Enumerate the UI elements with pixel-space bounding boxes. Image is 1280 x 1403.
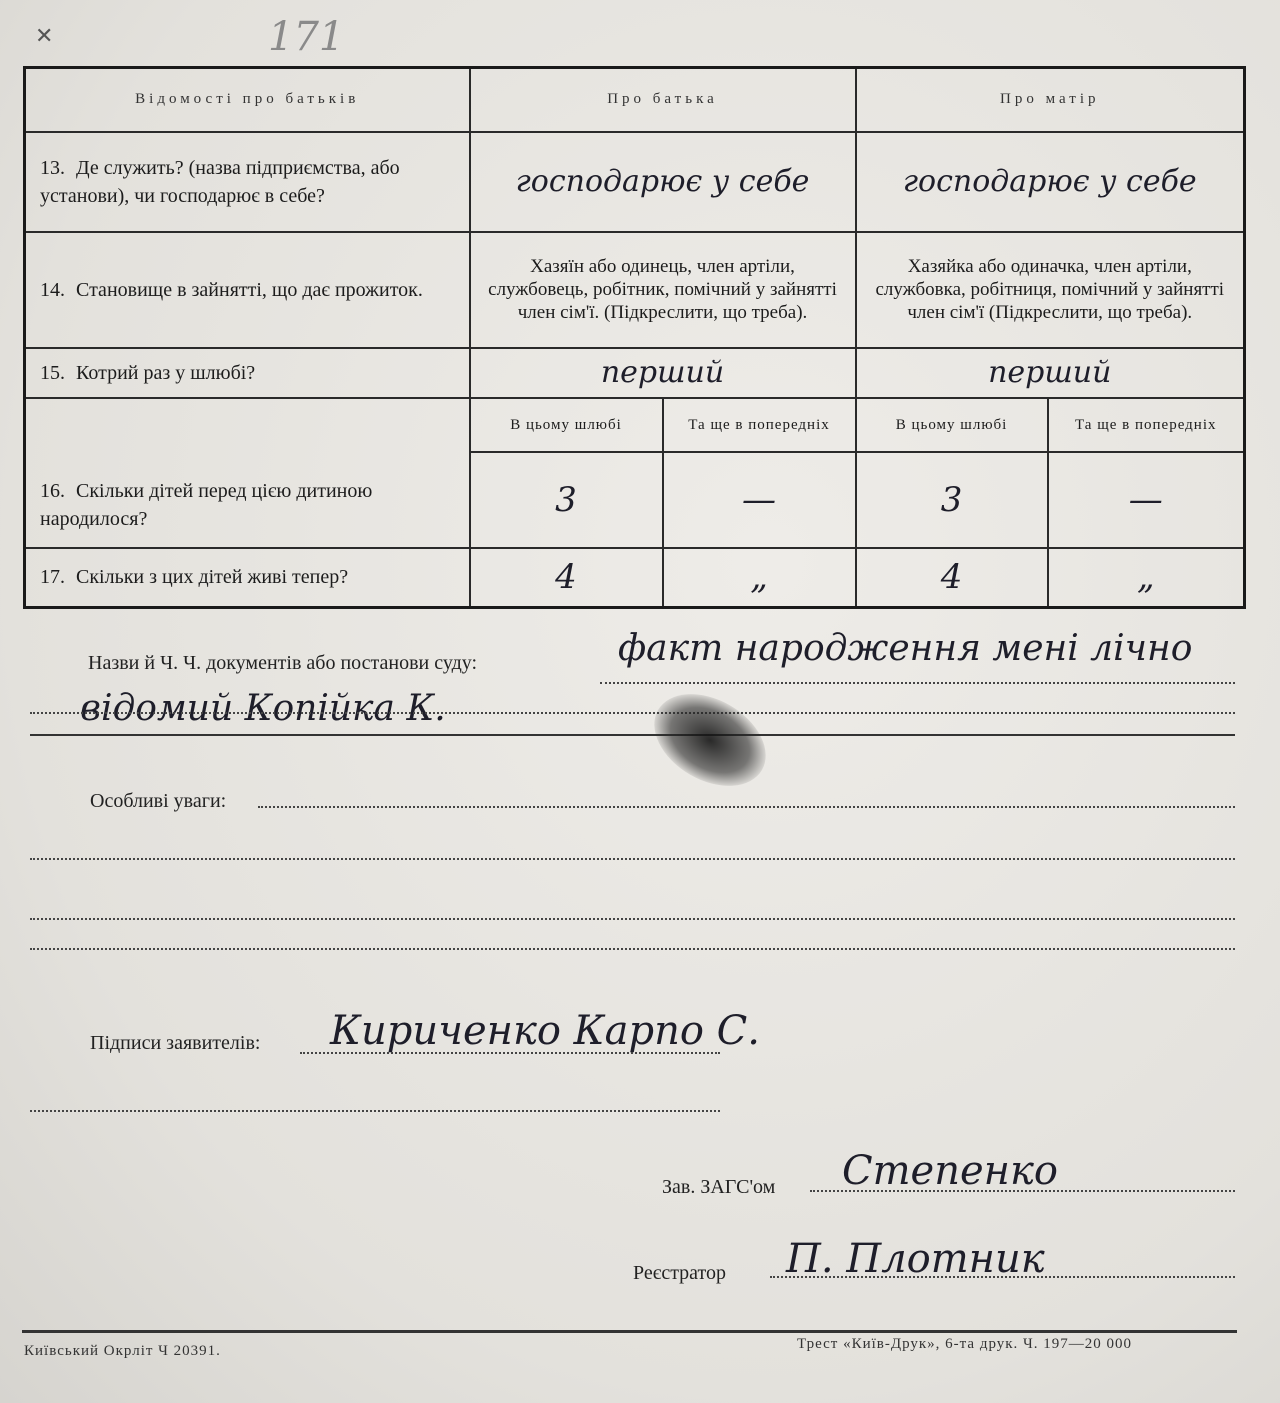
table-row-q17 [25, 548, 1245, 608]
mother-children-born-this: 3 [856, 452, 1048, 548]
documents-line2 [30, 712, 1235, 714]
documents-label: Назви й Ч. Ч. документів або постанови суду: [88, 652, 478, 674]
applicants-line1 [300, 1052, 720, 1054]
father-children-born-prev: — [663, 452, 856, 548]
documents-line1 [600, 682, 1235, 684]
question-number: 15. [40, 361, 65, 384]
question-text: Котрий раз у шлюбі? [76, 361, 256, 384]
question-text: Скільки з цих дітей живі тепер? [76, 566, 349, 589]
documents-value-line2: відомий Копійка К. [80, 688, 446, 729]
footer-right: Трест «Київ-Друк», 6-та друк. Ч. 197—20 000 [797, 1336, 1133, 1352]
father-workplace: господарює у себе [470, 132, 856, 232]
table-row-q14 [25, 232, 1245, 348]
mother-children-alive-this: 4 [856, 548, 1048, 608]
zags-head-signature: Степенко [842, 1148, 1058, 1194]
question-number: 13. [40, 156, 65, 179]
table-header-row [25, 68, 1245, 132]
remarks-line2 [30, 858, 1235, 860]
remarks-line4 [30, 948, 1235, 950]
question-number: 17. [40, 566, 65, 589]
father-children-born-this: 3 [470, 452, 663, 548]
header-parents-info: Відомості про батьків [25, 68, 470, 132]
question-text: Становище в зайнятті, що дає прожиток. [76, 278, 423, 301]
zags-head-label: Зав. ЗАГС'ом [662, 1176, 776, 1198]
header-father: Про батька [470, 68, 856, 132]
father-occupation-options: Хазяїн або одинець, член артіли, службовець, робітник, помічний у зайнятті член сім'ї. (Підкреслити, що треба). [470, 232, 856, 348]
subheader-father-prev: Та ще в попередніх [663, 398, 856, 452]
mother-children-born-prev: — [1048, 452, 1245, 548]
table-subheader-row [25, 398, 1245, 452]
table-row-q13 [25, 132, 1245, 232]
father-children-alive-this: 4 [470, 548, 663, 608]
applicants-line2 [30, 1110, 720, 1112]
question-number: 16. [40, 479, 65, 502]
footer-left: Київський Окрліт Ч 20391. [24, 1343, 221, 1359]
mother-occupation-options: Хазяйка або одиначка, член артіли, службовка, робітниця, помічний у зайнятті член сім'ї (Підкреслити, що треба). [856, 232, 1245, 348]
question-text: Де служить? (назва підприємства, або установи), чи господарює в себе? [40, 156, 400, 207]
mother-workplace: господарює у себе [856, 132, 1245, 232]
registrar-label: Реєстратор [633, 1262, 727, 1284]
parents-info-table [23, 66, 1246, 609]
father-children-alive-prev: „ [663, 548, 856, 608]
ink-blot [638, 675, 782, 804]
remarks-label: Особливі уваги: [90, 790, 227, 812]
mother-marriage-count: перший [856, 348, 1245, 398]
header-mother: Про матір [856, 68, 1245, 132]
table-row-q15 [25, 348, 1245, 398]
documents-value-line1: факт народження мені лічно [618, 628, 1193, 669]
registrar-signature: П. Плотник [786, 1236, 1045, 1282]
mother-children-alive-prev: „ [1048, 548, 1245, 608]
question-number: 14. [40, 278, 65, 301]
archive-mark: ✕ [35, 24, 54, 49]
remarks-line1 [258, 806, 1235, 808]
remarks-line3 [30, 918, 1235, 920]
applicants-label: Підписи заявителів: [90, 1032, 261, 1054]
footer-rule [22, 1330, 1237, 1333]
question-text: Скільки дітей перед цією дитиною народилося? [40, 479, 373, 530]
father-marriage-count: перший [470, 348, 856, 398]
documents-line3 [30, 734, 1235, 736]
subheader-mother-this: В цьому шлюбі [856, 398, 1048, 452]
registrar-line [770, 1276, 1235, 1278]
archive-number: 171 [268, 14, 345, 60]
subheader-mother-prev: Та ще в попередніх [1048, 398, 1245, 452]
applicants-signature: Кириченко Карпо С. [330, 1008, 760, 1054]
zags-head-line [810, 1190, 1235, 1192]
subheader-father-this: В цьому шлюбі [470, 398, 663, 452]
